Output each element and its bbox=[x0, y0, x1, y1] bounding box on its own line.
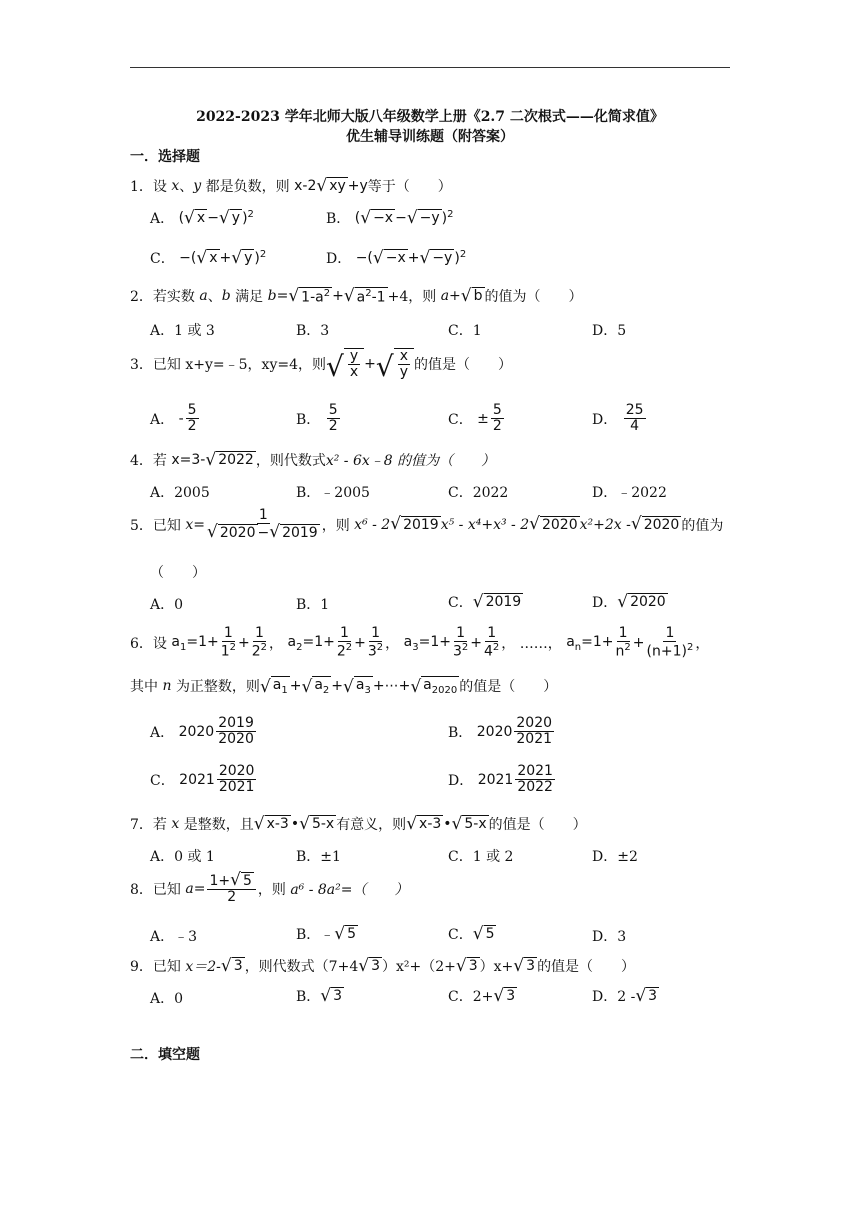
question-6: 6． 设 $a_1=1+$ $\frac{1}{1^2}$ + $\frac{1}{2^2}$ ， $a_2=1+$ $\frac{1}{2^2}$ + $\frac{1}{3^2}$ ， $a_3=1+$ $\frac{1}{3^2}$ + $\frac{1}{4^2}$ ， ……， $a_n=1+$ $\frac{1}{n^2}$ + $\frac{1}{(n+1)^2}$ ， bbox=[130, 625, 710, 661]
q2-option-d: D．5 bbox=[592, 323, 627, 339]
q2-option-b: B．3 bbox=[296, 323, 330, 339]
q3-option-c: C． ± $\frac{5}{2}$ bbox=[448, 402, 502, 435]
q5-option-c: C． √ 2019 bbox=[448, 591, 522, 612]
q9-option-c: C．2+ √ 3 bbox=[448, 985, 516, 1006]
question-8: 8． 已知 a= 1+ √ 5 2 ，则 a⁶ - 8a²=（ ） bbox=[130, 870, 409, 906]
q7-option-d: D．±2 bbox=[592, 849, 638, 865]
q8-option-b: B．﹣ √ 5 bbox=[296, 923, 357, 944]
q7-option-a: A．0 或 1 bbox=[150, 849, 215, 865]
q9-option-b: B． √ 3 bbox=[296, 985, 343, 1006]
question-7: 7． 若 x 是整数，且 √ x-3 • √ 5-x 有意义，则 √ x-3 • √ 5-x 的值是（ ） bbox=[130, 813, 587, 834]
q2-option-c: C．1 bbox=[448, 323, 482, 339]
q9-option-d: D．2 - √ 3 bbox=[592, 985, 658, 1006]
q4-option-c: C．2022 bbox=[448, 485, 509, 501]
question-9: 9． 已知 x＝2- √ 3 ，则代数式（7+4 √ 3 ）x²+（2+ √ 3 ）x+ √ 3 的值是（ ） bbox=[130, 955, 636, 976]
q2-option-a: A．1 或 3 bbox=[150, 323, 215, 339]
page-title: 2022-2023 学年北师大版八年级数学上册《2.7 二次根式——化简求值》 bbox=[196, 109, 664, 125]
page-subtitle: 优生辅导训练题（附答案） bbox=[346, 129, 514, 145]
q5-option-a: A．0 bbox=[150, 597, 184, 613]
q4-option-b: B．﹣2005 bbox=[296, 485, 370, 501]
q1-option-c: C． −( √ x + √ y )$^2$ bbox=[150, 247, 267, 268]
section-choice: 一．选择题 bbox=[130, 149, 200, 165]
q7-option-c: C．1 或 2 bbox=[448, 849, 514, 865]
q4-option-d: D．﹣2022 bbox=[592, 485, 667, 501]
q3-option-d: D． $\frac{25}{4}$ bbox=[592, 402, 644, 435]
question-5: 5． 已知 x= 1 √ 2020 − √ 2019 ，则 x⁶ - 2 √ 2019 x⁵ - x⁴+x³ - 2 √ 2020 x²+2x - √ 2020 的值为 bbox=[130, 507, 724, 543]
q6-option-d: D． 2021 $\frac{2021}{2022}$ bbox=[448, 763, 553, 796]
q5-option-b: B．1 bbox=[296, 597, 330, 613]
question-6-line2: 其中 n 为正整数，则 √ $a_1$ + √ $a_2$ + √ $a_3$ +⋯+ √ $a_{2020}$ 的值是（ ） bbox=[130, 677, 558, 698]
q7-option-b: B．±1 bbox=[296, 849, 341, 865]
q1-option-a: A． ( √ x − √ y )$^2$ bbox=[150, 207, 254, 228]
section-fill: 二．填空题 bbox=[130, 1047, 200, 1063]
q5-paren: （ ） bbox=[150, 565, 206, 581]
q8-option-c: C． √ 5 bbox=[448, 923, 495, 944]
q3-option-b: B． $\frac{5}{2}$ bbox=[296, 402, 338, 435]
q6-option-c: C． 2021 $\frac{2020}{2021}$ bbox=[150, 763, 255, 796]
header-rule bbox=[130, 67, 730, 68]
q6-option-b: B． 2020 $\frac{2020}{2021}$ bbox=[448, 715, 553, 748]
q4-option-a: A．2005 bbox=[150, 485, 210, 501]
q1-option-b: B． ( √ −x − √ −y )$^2$ bbox=[326, 207, 454, 228]
q5-option-d: D． √ 2020 bbox=[592, 591, 666, 612]
q9-option-a: A．0 bbox=[150, 991, 184, 1007]
q8-option-d: D．3 bbox=[592, 929, 627, 945]
q6-option-a: A． 2020 $\frac{2019}{2020}$ bbox=[150, 715, 254, 748]
question-3: 3． 已知 x+y=﹣5，xy=4，则 √ $\frac{y}{x}$ + √ $\frac{x}{y}$ 的值是（ ） bbox=[130, 348, 513, 383]
question-2: 2． 若实数 a 、 b 满足 b = √ $1-a^2$ + √ $a^2-1$ +4，则 a + √ b 的值为（ ） bbox=[130, 285, 583, 307]
question-4: 4． 若 x=3- √ 2022 ，则代数式 x² - 6x﹣8 的值为（ ） bbox=[130, 449, 496, 470]
q8-option-a: A．﹣3 bbox=[150, 929, 198, 945]
q1-option-d: D． −( √ −x + √ −y )$^2$ bbox=[326, 247, 467, 268]
q3-option-a: A． - $\frac{5}{2}$ bbox=[150, 402, 197, 435]
question-1: 1． 设 x 、 y 都是负数，则 x-2 √ xy +y 等于（ ） bbox=[130, 175, 452, 196]
